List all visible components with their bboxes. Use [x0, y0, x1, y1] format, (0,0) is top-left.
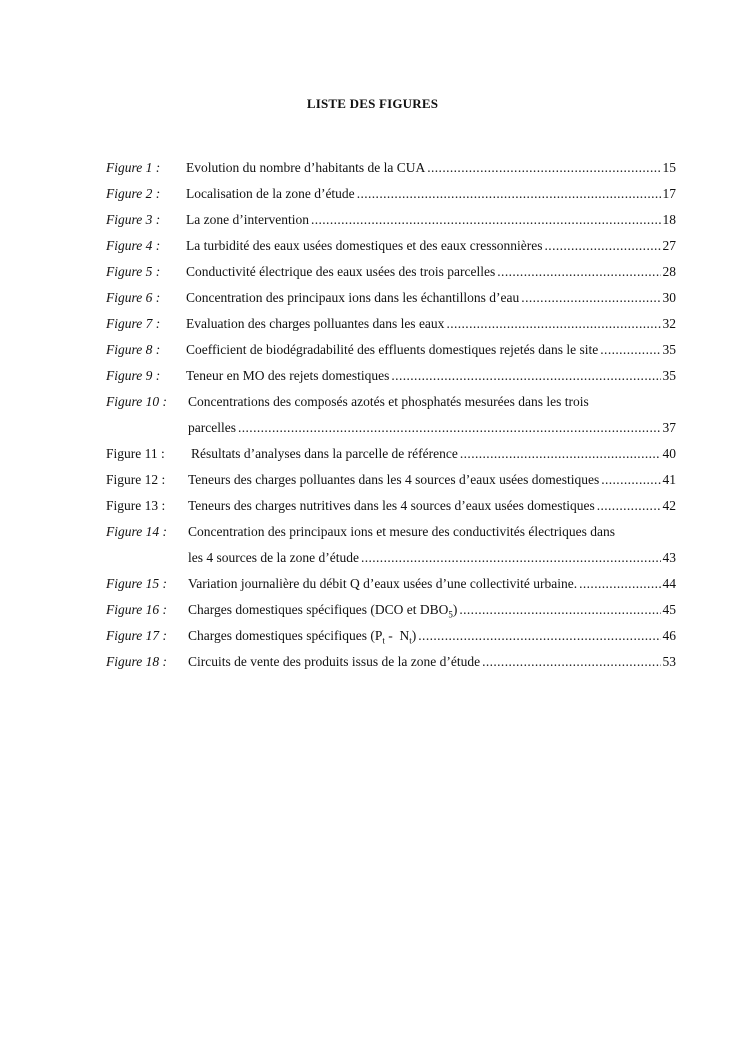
figure-label: Figure 18 :: [106, 654, 167, 669]
figure-entry[interactable]: [106, 571, 676, 597]
figure-caption: Conductivité électrique des eaux usées des trois parcelles: [186, 264, 496, 279]
page-number: 41: [662, 472, 676, 487]
dot-leader: [238, 415, 661, 441]
figure-label: Figure 16 :: [106, 602, 167, 617]
figure-list: [106, 155, 676, 675]
figure-caption: La zone d’intervention: [186, 212, 309, 227]
figure-caption: Circuits de vente des produits issus de la zone d’étude: [188, 654, 481, 669]
subscript: 5: [448, 609, 453, 620]
figure-caption: Charges domestiques spécifiques (DCO et $DBO_5$): [188, 602, 458, 620]
page-title: LISTE DES FIGURES: [306, 96, 439, 111]
dot-leader: [597, 493, 661, 519]
dot-leader: [600, 337, 660, 363]
figure-entry[interactable]: [106, 259, 676, 285]
dot-leader: [545, 233, 661, 259]
figure-label: Figure 6 :: [106, 290, 161, 305]
page-number: 45: [662, 602, 676, 617]
figure-entry[interactable]: [106, 207, 676, 233]
figure-label: Figure 13 :: [106, 498, 166, 513]
page-number: 32: [662, 316, 676, 331]
figure-caption: Teneurs des charges nutritives dans les 4 sources d’eaux usées domestiques: [188, 498, 595, 513]
figure-caption: Teneur en MO des rejets domestiques: [186, 368, 390, 383]
dot-leader: [601, 467, 660, 493]
figure-entry[interactable]: [106, 493, 676, 519]
page-number: 43: [662, 550, 676, 565]
figure-caption: Coefficient de biodégradabilité des effluents domestiques rejetés dans le site: [186, 342, 599, 357]
subscript: t: [409, 635, 412, 646]
dot-leader: [427, 155, 660, 181]
page-number: 46: [662, 628, 676, 643]
figure-label: Figure 11 :: [106, 446, 165, 461]
figure-entry[interactable]: [106, 337, 676, 363]
figure-label: Figure 7 :: [106, 316, 161, 331]
figure-entry[interactable]: [106, 155, 676, 181]
figure-caption: Concentration des principaux ions et mesure des conductivités électriques dans: [188, 524, 616, 539]
dot-leader: [459, 597, 660, 623]
figure-label: Figure 1 :: [106, 160, 161, 175]
dot-leader: [361, 545, 661, 571]
page-number: 18: [662, 212, 676, 227]
figure-entry[interactable]: [106, 519, 676, 571]
figure-caption: La turbidité des eaux usées domestiques et des eaux cressonnières: [186, 238, 543, 253]
figure-label: Figure 17 :: [106, 628, 167, 643]
page-number: 53: [662, 654, 676, 669]
figure-entry[interactable]: [106, 441, 676, 467]
dot-leader: [497, 259, 660, 285]
figure-caption: Localisation de la zone d’étude: [186, 186, 355, 201]
figure-entry[interactable]: [106, 597, 676, 623]
figure-entry[interactable]: [106, 233, 676, 259]
figure-caption: Teneurs des charges polluantes dans les 4 sources d’eaux usées domestiques: [188, 472, 600, 487]
page-number: 35: [662, 368, 676, 383]
page-number: 30: [662, 290, 676, 305]
figure-label: Figure 15 :: [106, 576, 167, 591]
figure-label: Figure 8 :: [106, 342, 161, 357]
figure-caption: Variation journalière du débit Q d’eaux usées d’une collectivité urbaine.: [188, 576, 578, 591]
page-number: 17: [662, 186, 676, 201]
figure-caption: Evaluation des charges polluantes dans les eaux: [186, 316, 445, 331]
page-number: 27: [662, 238, 676, 253]
figure-caption: Résultats d’analyses dans la parcelle de référence: [191, 446, 458, 461]
figure-entry[interactable]: [106, 285, 676, 311]
figure-label: Figure 2 :: [106, 186, 161, 201]
dot-leader: [357, 181, 661, 207]
figure-caption: Concentrations des composés azotés et phosphatés mesurées dans les trois: [188, 394, 589, 409]
figure-label: Figure 3 :: [106, 212, 161, 227]
dot-leader: [482, 649, 660, 675]
page-number: 44: [662, 576, 676, 591]
figure-label: Figure 12 :: [106, 472, 166, 487]
page-number: 15: [662, 160, 676, 175]
page-number: 40: [662, 446, 676, 461]
dot-leader: [460, 441, 661, 467]
page-number: 37: [662, 420, 676, 435]
dot-leader: [418, 623, 660, 649]
page-number: 28: [662, 264, 676, 279]
subscript: t: [382, 635, 385, 646]
dot-leader: [521, 285, 660, 311]
figure-caption: Evolution du nombre d’habitants de la CUA: [186, 160, 426, 175]
dot-leader: [391, 363, 660, 389]
figure-entry[interactable]: [106, 649, 676, 675]
dot-leader: [446, 311, 660, 337]
figure-caption: Concentration des principaux ions dans les échantillons d’eau: [186, 290, 520, 305]
page-number: 35: [662, 342, 676, 357]
figure-label: Figure 10 :: [106, 394, 167, 409]
figure-entry[interactable]: [106, 181, 676, 207]
figure-caption-continued: les 4 sources de la zone d’étude: [188, 550, 359, 565]
dot-leader: [311, 207, 661, 233]
figure-entry[interactable]: [106, 311, 676, 337]
page-number: 42: [662, 498, 676, 513]
dot-leader: [579, 571, 660, 597]
figure-caption: Charges domestiques spécifiques $(P_t - N_t)$: [188, 628, 417, 646]
figure-entry[interactable]: [106, 467, 676, 493]
figure-entry[interactable]: [106, 363, 676, 389]
figure-label: Figure 5 :: [106, 264, 161, 279]
figure-entry[interactable]: [106, 623, 676, 649]
figure-label: Figure 9 :: [106, 368, 161, 383]
figure-entry[interactable]: [106, 389, 676, 441]
figure-label: Figure 4 :: [106, 238, 161, 253]
figure-caption-continued: parcelles: [188, 420, 236, 435]
figure-label: Figure 14 :: [106, 524, 167, 539]
